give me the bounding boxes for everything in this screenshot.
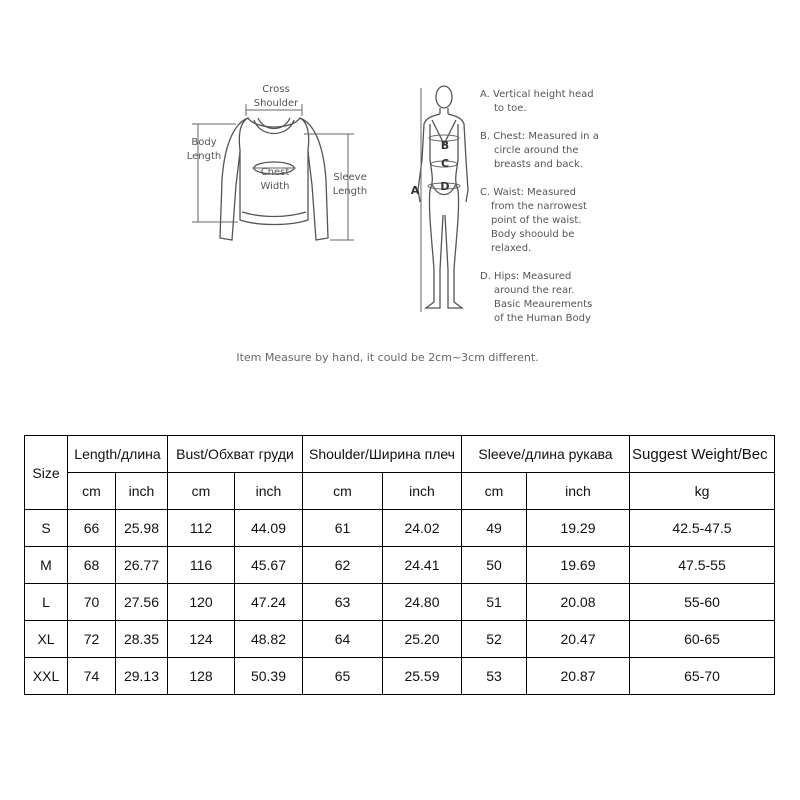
marker-a: A: [410, 184, 420, 197]
table-cell: 26.77: [116, 547, 168, 584]
table-cell: 25.20: [383, 621, 462, 658]
table-cell: 24.02: [383, 510, 462, 547]
table-cell: 45.67: [235, 547, 303, 584]
unit-cell: inch: [116, 473, 168, 510]
unit-row: [25, 473, 775, 510]
table-cell: 65-70: [630, 658, 775, 695]
weight-header: Suggest Weight/Вес: [630, 436, 775, 473]
unit-cell: cm: [462, 473, 527, 510]
table-cell: 20.87: [527, 658, 630, 695]
size-chart-table: [24, 435, 775, 695]
unit-cell: cm: [168, 473, 235, 510]
table-cell: 28.35: [116, 621, 168, 658]
marker-c: C: [440, 157, 450, 170]
chest-width-label: Chest Width: [260, 167, 290, 192]
table-cell: 68: [68, 547, 116, 584]
table-cell: 19.29: [527, 510, 630, 547]
table-cell: 112: [168, 510, 235, 547]
size-cell: L: [25, 584, 68, 621]
table-cell: 63: [303, 584, 383, 621]
note-d: D. Hips: Measured around the rear. Basic Meaurements of the Human Body: [480, 271, 593, 324]
table-cell: 124: [168, 621, 235, 658]
table-cell: 24.41: [383, 547, 462, 584]
table-cell: 44.09: [235, 510, 303, 547]
table-cell: 72: [68, 621, 116, 658]
note-b: B. Chest: Measured in a circle around the breasts and back.: [480, 131, 599, 170]
unit-cell: inch: [527, 473, 630, 510]
table-row: [25, 547, 775, 584]
marker-d: D: [440, 180, 450, 193]
table-cell: 51: [462, 584, 527, 621]
unit-cell: cm: [303, 473, 383, 510]
size-cell: S: [25, 510, 68, 547]
table-cell: 29.13: [116, 658, 168, 695]
cross-shoulder-label: Cross Shoulder: [253, 84, 299, 109]
table-cell: 50.39: [235, 658, 303, 695]
table-cell: 50: [462, 547, 527, 584]
table-cell: 53: [462, 658, 527, 695]
table-cell: 27.56: [116, 584, 168, 621]
note-a: A. Vertical height head to toe.: [480, 89, 594, 114]
table-cell: 42.5-47.5: [630, 510, 775, 547]
table-cell: 48.82: [235, 621, 303, 658]
table-cell: 61: [303, 510, 383, 547]
table-cell: 52: [462, 621, 527, 658]
unit-cell: inch: [383, 473, 462, 510]
table-cell: 116: [168, 547, 235, 584]
bust-header: Bust/Обхват груди: [168, 436, 303, 473]
table-row: [25, 658, 775, 695]
length-header: Length/длина: [68, 436, 168, 473]
sleeve-header: Sleeve/длина рукава: [462, 436, 630, 473]
table-cell: 128: [168, 658, 235, 695]
table-cell: 47.5-55: [630, 547, 775, 584]
table-cell: 47.24: [235, 584, 303, 621]
table-cell: 62: [303, 547, 383, 584]
sleeve-length-label: Sleeve Length: [332, 172, 368, 197]
table-cell: 65: [303, 658, 383, 695]
table-cell: 24.80: [383, 584, 462, 621]
table-cell: 64: [303, 621, 383, 658]
note-c: C. Waist: Measured from the narrowest point of the waist. Body shoould be relaxed.: [480, 187, 587, 254]
measure-disclaimer: Item Measure by hand, it could be 2cm~3cm different.: [236, 351, 539, 364]
table-cell: 66: [68, 510, 116, 547]
table-cell: 60-65: [630, 621, 775, 658]
body-length-label: Body Length: [186, 137, 222, 162]
table-cell: 20.47: [527, 621, 630, 658]
size-cell: M: [25, 547, 68, 584]
body-figure: [408, 80, 474, 316]
table-cell: 70: [68, 584, 116, 621]
shoulder-header: Shoulder/Ширина плеч: [303, 436, 462, 473]
table-cell: 19.69: [527, 547, 630, 584]
unit-cell: cm: [68, 473, 116, 510]
marker-b: B: [440, 139, 450, 152]
table-row: [25, 584, 775, 621]
table-cell: 49: [462, 510, 527, 547]
table-cell: 74: [68, 658, 116, 695]
unit-cell: kg: [630, 473, 775, 510]
table-cell: 55-60: [630, 584, 775, 621]
size-cell: XL: [25, 621, 68, 658]
unit-cell: inch: [235, 473, 303, 510]
size-cell: XXL: [25, 658, 68, 695]
table-cell: 20.08: [527, 584, 630, 621]
table-row: [25, 510, 775, 547]
table-cell: 120: [168, 584, 235, 621]
header-row: [25, 436, 775, 473]
table-cell: 25.59: [383, 658, 462, 695]
size-header: Size: [25, 436, 68, 510]
table-row: [25, 621, 775, 658]
table-cell: 25.98: [116, 510, 168, 547]
